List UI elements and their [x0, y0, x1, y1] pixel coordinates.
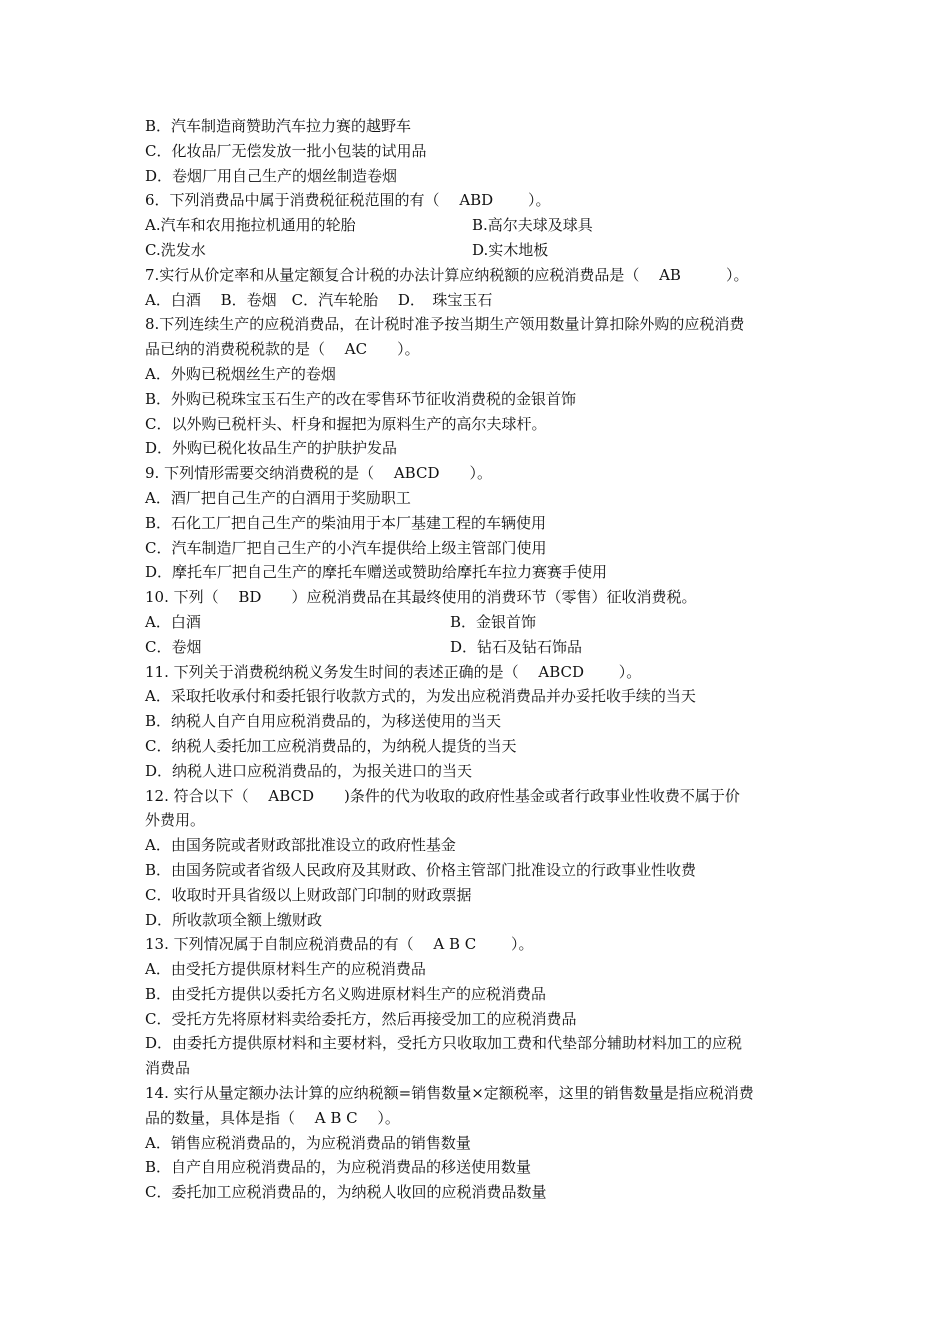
text-line: B．外购已税珠宝玉石生产的改在零售环节征收消费税的金银首饰	[145, 389, 577, 408]
document-page	[145, 114, 815, 1205]
text-line: A．销售应税消费品的，为应税消费品的销售数量	[145, 1133, 471, 1152]
text-line: A．酒厂把自己生产的白酒用于奖励职工	[145, 488, 411, 507]
text-line: B．石化工厂把自己生产的柴油用于本厂基建工程的车辆使用	[145, 513, 547, 532]
text-line: D．纳税人进口应税消费品的，为报关进口的当天	[145, 761, 473, 780]
text-line: C．收取时开具省级以上财政部门印制的财政票据	[145, 885, 472, 904]
question-6: 6．下列消费品中属于消费税征税范围的有（ ABD ）。	[145, 191, 551, 210]
q10-option-d: D．钻石及钻石饰品	[450, 637, 583, 656]
text-line: B．由受托方提供以委托方名义购进原材料生产的应税消费品	[145, 984, 547, 1003]
text-line: 外费用。	[145, 811, 206, 830]
text-line: 消费品	[145, 1059, 191, 1078]
text-line: A．白酒 B．卷烟 C．汽车轮胎 D． 珠宝玉石	[145, 290, 493, 309]
text-line: D．外购已税化妆品生产的护肤护发品	[145, 439, 398, 458]
text-line: C．化妆品厂无偿发放一批小包装的试用品	[145, 141, 427, 160]
text-line: C．汽车制造厂把自己生产的小汽车提供给上级主管部门使用	[145, 538, 547, 557]
question-10: 10. 下列（ BD ）应税消费品在其最终使用的消费环节（零售）征收消费税。	[145, 588, 697, 607]
text-line: B．纳税人自产自用应税消费品的，为移送使用的当天	[145, 712, 502, 731]
q6-option-c: C.洗发水	[145, 240, 206, 259]
text-line: D．摩托车厂把自己生产的摩托车赠送或赞助给摩托车拉力赛赛手使用	[145, 563, 608, 582]
question-8: 8.下列连续生产的应税消费品，在计税时准予按当期生产领用数量计算扣除外购的应税消费	[145, 315, 745, 334]
question-13: 13. 下列情况属于自制应税消费品的有（ A B C ）。	[145, 935, 534, 954]
q10-option-b: B．金银首饰	[450, 612, 537, 631]
q6-options-row-2	[145, 238, 815, 263]
text-line: D．所收款项全额上缴财政	[145, 910, 323, 929]
text-line: D．卷烟厂用自己生产的烟丝制造卷烟	[145, 166, 398, 185]
text-line: C．以外购已税杆头、杆身和握把为原料生产的高尔夫球杆。	[145, 414, 547, 433]
q6-option-d: D.实木地板	[472, 240, 549, 259]
question-9: 9. 下列情形需要交纳消费税的是（ ABCD ）。	[145, 464, 492, 483]
text-line: B．由国务院或者省级人民政府及其财政、价格主管部门批准设立的行政事业性收费	[145, 860, 697, 879]
q6-options-row-1	[145, 213, 815, 238]
text-line: C．委托加工应税消费品的，为纳税人收回的应税消费品数量	[145, 1183, 547, 1202]
text-line: D．由委托方提供原材料和主要材料，受托方只收取加工费和代垫部分辅助材料加工的应税	[145, 1034, 743, 1053]
q6-option-a: A.汽车和农用拖拉机通用的轮胎	[145, 216, 356, 235]
question-7: 7.实行从价定率和从量定额复合计税的办法计算应纳税额的应税消费品是（ AB ）。	[145, 265, 749, 284]
text-line: 品已纳的消费税税款的是（ AC ）。	[145, 340, 420, 359]
q10-options-row-1	[145, 610, 815, 635]
text-line: A．采取托收承付和委托银行收款方式的，为发出应税消费品并办妥托收手续的当天	[145, 687, 696, 706]
text-line: C．纳税人委托加工应税消费品的，为纳税人提货的当天	[145, 736, 517, 755]
q10-option-c: C．卷烟	[145, 637, 202, 656]
text-line: A．由国务院或者财政部批准设立的政府性基金	[145, 836, 456, 855]
text-line: B．自产自用应税消费品的，为应税消费品的移送使用数量	[145, 1158, 532, 1177]
text-line: B．汽车制造商赞助汽车拉力赛的越野车	[145, 117, 412, 135]
q10-options-row-2	[145, 635, 815, 660]
text-line: A．由受托方提供原材料生产的应税消费品	[145, 960, 426, 979]
question-14: 14. 实行从量定额办法计算的应纳税额=销售数量×定额税率，这里的销售数量是指应税消费	[145, 1084, 754, 1103]
q10-option-a: A．白酒	[145, 612, 201, 631]
text-line: A．外购已税烟丝生产的卷烟	[145, 364, 336, 383]
q6-option-b: B.高尔夫球及球具	[472, 216, 593, 235]
text-line: 品的数量，具体是指（ A B C ）。	[145, 1108, 400, 1127]
question-12: 12. 符合以下（ ABCD )条件的代为收取的政府性基金或者行政事业性收费不属于价	[145, 786, 740, 805]
text-line: C．受托方先将原材料卖给委托方，然后再接受加工的应税消费品	[145, 1009, 577, 1028]
question-11: 11. 下列关于消费税纳税义务发生时间的表述正确的是（ ABCD ）。	[145, 662, 642, 681]
